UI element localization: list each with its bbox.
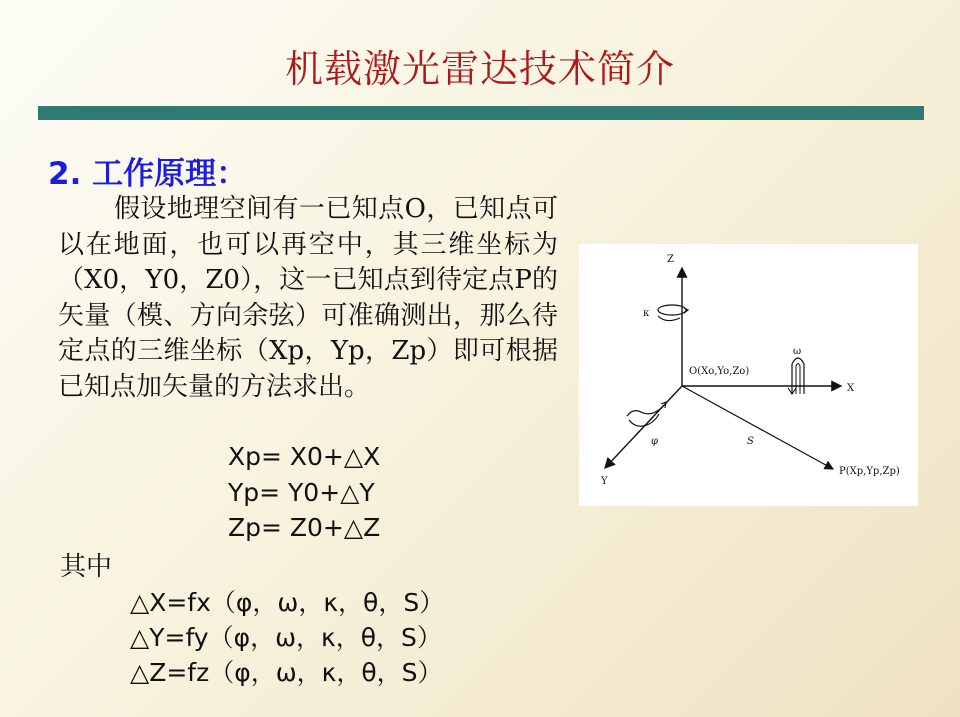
- s-vector-label: S: [747, 436, 754, 447]
- origin-label: O(Xo,Yo,Zo): [689, 366, 750, 377]
- s-vector-line: [682, 386, 833, 469]
- delta-x-function: △X=fx（φ，ω，κ，θ，S）: [130, 588, 445, 617]
- coordinate-diagram: [579, 244, 918, 506]
- section-heading: 2. 工作原理：: [48, 156, 248, 192]
- title-divider-bar: [38, 106, 924, 120]
- kappa-label: κ: [643, 308, 650, 319]
- y-axis-line: [605, 386, 682, 468]
- phi-label: φ: [651, 436, 659, 447]
- z-axis-label: Z: [667, 254, 674, 265]
- y-axis-label: Y: [601, 476, 608, 487]
- omega-label: ω: [793, 346, 802, 357]
- formula-xp: Xp= X0+△X: [228, 442, 381, 471]
- phi-rotation-icon: [627, 402, 666, 426]
- formula-zp: Zp= Z0+△Z: [228, 513, 381, 542]
- x-axis-label: X: [847, 383, 855, 394]
- kappa-rotation-icon: [658, 305, 688, 321]
- slide-title: 机载激光雷达技术简介: [284, 47, 675, 91]
- point-p-label: P(Xp,Yp,Zp): [839, 466, 900, 477]
- omega-rotation-icon: [788, 358, 804, 394]
- body-paragraph: 假设地理空间有一已知点O，已知点可以在地面，也可以再空中，其三维坐标为（X0，Y0，Z0），这一已知点到待定点P的矢量（模、方向余弦）可准确测出，那么待定点的三维坐标（Xp，Yp，Zp）即可根据已知点加矢量的方法求出。: [58, 194, 558, 402]
- delta-y-function: △Y=fy（φ，ω，κ，θ，S）: [130, 623, 442, 652]
- where-label: 其中: [60, 552, 113, 582]
- formula-yp: Yp= Y0+△Y: [228, 478, 375, 507]
- coordinate-diagram-svg: [579, 244, 918, 506]
- delta-z-function: △Z=fz（φ，ω，κ，θ，S）: [130, 658, 443, 687]
